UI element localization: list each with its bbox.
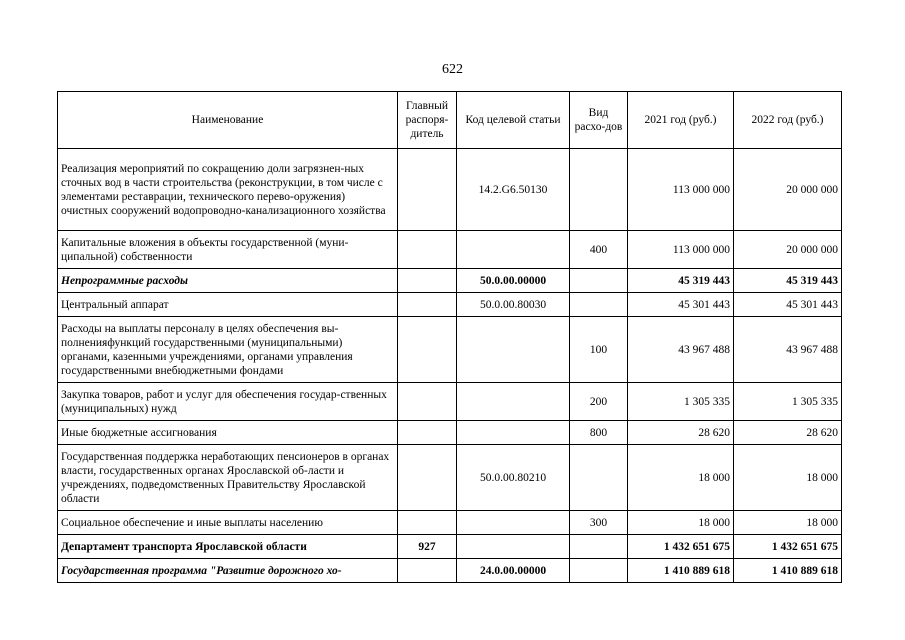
row-code bbox=[457, 535, 570, 559]
row-code: 14.2.G6.50130 bbox=[457, 149, 570, 231]
table-row bbox=[58, 383, 842, 421]
table-row bbox=[58, 421, 842, 445]
row-2021: 18 000 bbox=[628, 511, 734, 535]
row-2021: 18 000 bbox=[628, 445, 734, 511]
row-name: Расходы на выплаты персоналу в целях обеспечения вы-полненияфункций государственными (муниципальными) органами, казенными учреждениями, органами управления государственными внебюджетными фондами bbox=[58, 317, 398, 383]
row-admin bbox=[398, 559, 457, 583]
row-type: 200 bbox=[570, 383, 628, 421]
row-admin bbox=[398, 511, 457, 535]
row-code bbox=[457, 511, 570, 535]
budget-table bbox=[57, 91, 842, 583]
row-admin bbox=[398, 317, 457, 383]
row-type: 300 bbox=[570, 511, 628, 535]
row-admin bbox=[398, 293, 457, 317]
row-2021: 28 620 bbox=[628, 421, 734, 445]
row-name: Закупка товаров, работ и услуг для обеспечения государ-ственных (муниципальных) нужд bbox=[58, 383, 398, 421]
row-2022: 1 305 335 bbox=[734, 383, 842, 421]
row-name: Непрограммные расходы bbox=[58, 269, 398, 293]
row-name: Реализация мероприятий по сокращению доли загрязнен-ных сточных вод в части строительства (реконструкции, в том числе с элементами реставрации, технического перево-оружения) очистных сооружений водопроводно-канализационного хозяйства bbox=[58, 149, 398, 231]
table-row bbox=[58, 559, 842, 583]
row-name: Иные бюджетные ассигнования bbox=[58, 421, 398, 445]
row-2021: 45 319 443 bbox=[628, 269, 734, 293]
row-code bbox=[457, 231, 570, 269]
row-name: Центральный аппарат bbox=[58, 293, 398, 317]
table-row bbox=[58, 511, 842, 535]
table-row bbox=[58, 231, 842, 269]
row-type: 800 bbox=[570, 421, 628, 445]
table-row bbox=[58, 293, 842, 317]
row-2021: 113 000 000 bbox=[628, 231, 734, 269]
row-admin bbox=[398, 231, 457, 269]
row-code: 50.0.00.80030 bbox=[457, 293, 570, 317]
page-number: 622 bbox=[442, 62, 463, 77]
row-2021: 43 967 488 bbox=[628, 317, 734, 383]
row-name: Департамент транспорта Ярославской области bbox=[58, 535, 398, 559]
row-type bbox=[570, 293, 628, 317]
row-name: Государственная поддержка неработающих пенсионеров в органах власти, государственных органах Ярославской об-ласти и учреждениях, подведомственных Правительству Ярославской области bbox=[58, 445, 398, 511]
row-type bbox=[570, 149, 628, 231]
row-2021: 45 301 443 bbox=[628, 293, 734, 317]
table-row bbox=[58, 149, 842, 231]
row-2021: 113 000 000 bbox=[628, 149, 734, 231]
row-code bbox=[457, 317, 570, 383]
row-code: 50.0.00.00000 bbox=[457, 269, 570, 293]
row-code bbox=[457, 421, 570, 445]
table-row bbox=[58, 317, 842, 383]
row-type: 100 bbox=[570, 317, 628, 383]
row-2022: 43 967 488 bbox=[734, 317, 842, 383]
row-2022: 20 000 000 bbox=[734, 149, 842, 231]
row-code bbox=[457, 383, 570, 421]
row-2022: 18 000 bbox=[734, 445, 842, 511]
row-admin bbox=[398, 269, 457, 293]
table-row bbox=[58, 535, 842, 559]
row-type bbox=[570, 535, 628, 559]
row-admin bbox=[398, 445, 457, 511]
row-admin bbox=[398, 421, 457, 445]
header-type: Вид расхо-дов bbox=[570, 92, 628, 149]
row-admin: 927 bbox=[398, 535, 457, 559]
row-admin bbox=[398, 383, 457, 421]
header-code: Код целевой статьи bbox=[457, 92, 570, 149]
header-name: Наименование bbox=[58, 92, 398, 149]
row-code: 50.0.00.80210 bbox=[457, 445, 570, 511]
row-code: 24.0.00.00000 bbox=[457, 559, 570, 583]
row-2022: 1 410 889 618 bbox=[734, 559, 842, 583]
table-row bbox=[58, 445, 842, 511]
row-type bbox=[570, 445, 628, 511]
row-name: Государственная программа "Развитие дорожного хо- bbox=[58, 559, 398, 583]
row-2022: 18 000 bbox=[734, 511, 842, 535]
row-2022: 28 620 bbox=[734, 421, 842, 445]
table-header-row bbox=[58, 92, 842, 149]
header-2021: 2021 год (руб.) bbox=[628, 92, 734, 149]
header-admin: Главный распоря-дитель bbox=[398, 92, 457, 149]
row-type bbox=[570, 559, 628, 583]
row-2022: 20 000 000 bbox=[734, 231, 842, 269]
row-2022: 45 319 443 bbox=[734, 269, 842, 293]
row-type bbox=[570, 269, 628, 293]
row-admin bbox=[398, 149, 457, 231]
row-2021: 1 432 651 675 bbox=[628, 535, 734, 559]
row-2021: 1 305 335 bbox=[628, 383, 734, 421]
row-2021: 1 410 889 618 bbox=[628, 559, 734, 583]
row-2022: 1 432 651 675 bbox=[734, 535, 842, 559]
row-name: Социальное обеспечение и иные выплаты населению bbox=[58, 511, 398, 535]
row-2022: 45 301 443 bbox=[734, 293, 842, 317]
table-row bbox=[58, 269, 842, 293]
row-name: Капитальные вложения в объекты государственной (муни-ципальной) собственности bbox=[58, 231, 398, 269]
row-type: 400 bbox=[570, 231, 628, 269]
header-2022: 2022 год (руб.) bbox=[734, 92, 842, 149]
